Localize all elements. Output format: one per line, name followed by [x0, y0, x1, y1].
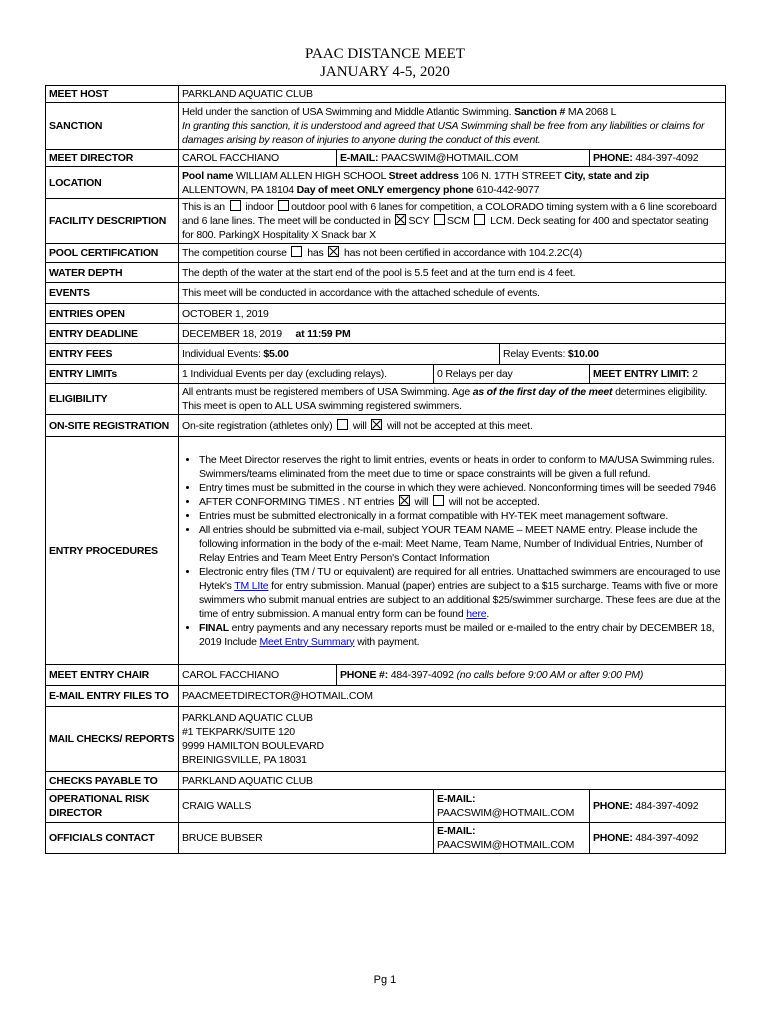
- page-number: Pg 1: [373, 974, 397, 986]
- officials-phone: PHONE: 484-397-4092: [590, 823, 726, 854]
- chair-label: MEET ENTRY CHAIR: [46, 665, 179, 686]
- meet-info-table: [45, 85, 726, 854]
- page-title: PAAC DISTANCE MEET: [305, 46, 465, 62]
- limits-label: ENTRY LIMITs: [46, 365, 179, 384]
- nt-will-not-checkbox[interactable]: [433, 495, 444, 506]
- director-email: E-MAIL: PAACSWIM@HOTMAIL.COM: [337, 150, 590, 167]
- location-label: LOCATION: [46, 167, 179, 199]
- chair-phone: PHONE #: 484-397-4092 (no calls before 9:00 AM or after 9:00 PM): [337, 665, 726, 686]
- list-item: • Electronic entry files (TM / TU or equivalent) are required for all entries. Unattached swimmers are encouraged to use Hytek's TM LIte for entry submission. Manual (paper) entries are subject to a $15 surcharge. Teams with five or more swimmers who submit manual entries are subject to an additional $25/swimmer surcharge. These fees are due at the time of entry submission. A manual entry form can be found here.: [199, 565, 722, 621]
- list-item: • The Meet Director reserves the right to limit entries, events or heats in order to conform to MA/USA Swimming rules. Swimmers/teams eliminated from the meet due to time or space constraints will be given a full refund.: [199, 453, 722, 481]
- manual-form-link[interactable]: here: [466, 607, 487, 620]
- sanction-label: SANCTION: [46, 103, 179, 150]
- cert-value: The competition course has has not been certified in accordance with 104.2.2C(4): [179, 244, 726, 263]
- events-label: EVENTS: [46, 283, 179, 304]
- list-item: • All entries should be submitted via e-mail, subject YOUR TEAM NAME – MEET NAME entry. Please include the following information in the body of the e-mail: Meet Name, Team Name, Number of Individual Entries, Number of Relay Entries and Team Meet Entry Person's Contact Information: [199, 523, 722, 565]
- host-label: MEET HOST: [46, 86, 179, 103]
- lcm-checkbox[interactable]: [474, 214, 485, 225]
- outdoor-checkbox[interactable]: [278, 200, 289, 211]
- payable-value: PARKLAND AQUATIC CLUB: [179, 772, 726, 790]
- fees-relay: Relay Events: $10.00: [500, 344, 726, 365]
- director-name: CAROL FACCHIANO: [179, 150, 337, 167]
- fees-label: ENTRY FEES: [46, 344, 179, 365]
- cert-label: POOL CERTIFICATION: [46, 244, 179, 263]
- eligibility-value: All entrants must be registered members of USA Swimming. Age as of the first day of the meet determines eligibility. This meet is open to ALL USA swimming registered swimmers.: [179, 384, 726, 415]
- risk-phone: PHONE: 484-397-4092: [590, 790, 726, 823]
- entries-open-value: OCTOBER 1, 2019: [179, 304, 726, 324]
- payable-label: CHECKS PAYABLE TO: [46, 772, 179, 790]
- page-subtitle: JANUARY 4-5, 2020: [320, 64, 450, 80]
- deadline-label: ENTRY DEADLINE: [46, 324, 179, 344]
- mail-address: PARKLAND AQUATIC CLUB #1 TEKPARK/SUITE 120 9999 HAMILTON BOULEVARD BREINIGSVILLE, PA 18031: [179, 707, 726, 772]
- chair-name: CAROL FACCHIANO: [179, 665, 337, 686]
- director-phone: PHONE: 484-397-4092: [590, 150, 726, 167]
- risk-email: E-MAIL: PAACSWIM@HOTMAIL.COM: [434, 790, 590, 823]
- facility-label: FACILITY DESCRIPTION: [46, 199, 179, 244]
- risk-label: OPERATIONAL RISK DIRECTOR: [46, 790, 179, 823]
- procedures-value: [179, 437, 726, 665]
- officials-name: BRUCE BUBSER: [179, 823, 434, 854]
- onsite-will-checkbox[interactable]: [337, 419, 348, 430]
- events-value: This meet will be conducted in accordance with the attached schedule of events.: [179, 283, 726, 304]
- eligibility-label: ELIGIBILITY: [46, 384, 179, 415]
- depth-value: The depth of the water at the start end of the pool is 5.5 feet and at the turn end is 4 feet.: [179, 263, 726, 283]
- meet-entry-summary-link[interactable]: Meet Entry Summary: [259, 635, 355, 648]
- director-label: MEET DIRECTOR: [46, 150, 179, 167]
- list-item: • Entry times must be submitted in the course in which they were achieved. Nonconforming times will be seeded 7946: [199, 481, 722, 495]
- not-certified-checkbox[interactable]: [328, 246, 339, 257]
- limits-individual: 1 Individual Events per day (excluding relays).: [179, 365, 434, 384]
- onsite-value: On-site registration (athletes only) will will not be accepted at this meet.: [179, 415, 726, 437]
- onsite-label: ON-SITE REGISTRATION: [46, 415, 179, 437]
- deadline-value: DECEMBER 18, 2019 at 11:59 PM: [179, 324, 726, 344]
- nt-will-checkbox[interactable]: [399, 495, 410, 506]
- host-value: PARKLAND AQUATIC CLUB: [179, 86, 726, 103]
- list-item: • AFTER CONFORMING TIMES . NT entries will will not be accepted.: [199, 495, 722, 509]
- mail-label: MAIL CHECKS/ REPORTS: [46, 707, 179, 772]
- entries-open-label: ENTRIES OPEN: [46, 304, 179, 324]
- scy-checkbox[interactable]: [395, 214, 406, 225]
- risk-name: CRAIG WALLS: [179, 790, 434, 823]
- list-item: • FINAL entry payments and any necessary reports must be mailed or e-mailed to the entry chair by DECEMBER 18, 2019 Include Meet Entry Summary with payment.: [199, 621, 722, 649]
- indoor-checkbox[interactable]: [230, 200, 241, 211]
- officials-label: OFFICIALS CONTACT: [46, 823, 179, 854]
- has-certified-checkbox[interactable]: [291, 246, 302, 257]
- depth-label: WATER DEPTH: [46, 263, 179, 283]
- limits-meet: MEET ENTRY LIMIT: 2: [590, 365, 726, 384]
- scm-checkbox[interactable]: [434, 214, 445, 225]
- onsite-will-not-checkbox[interactable]: [371, 419, 382, 430]
- limits-relay: 0 Relays per day: [434, 365, 590, 384]
- facility-value: This is an indoor outdoor pool with 6 lanes for competition, a COLORADO timing system with a 6 line scoreboard and 6 lane lines. The meet will be conducted in SCY SCM LCM. Deck seating for 400 and spectator seating for 800. ParkingX Hospitality X Snack bar X: [179, 199, 726, 244]
- list-item: • Entries must be submitted electronically in a format compatible with HY-TEK meet management software.: [199, 509, 722, 523]
- tm-lite-link[interactable]: TM LIte: [234, 579, 269, 592]
- procedures-label: ENTRY PROCEDURES: [46, 437, 179, 665]
- email-files-value: PAACMEETDIRECTOR@HOTMAIL.COM: [179, 686, 726, 707]
- sanction-value: Held under the sanction of USA Swimming and Middle Atlantic Swimming. Sanction # MA 2068 L In granting this sanction, it is understood and agreed that USA Swimming shall be free from any liabilities or claims for damages arising by reason of injuries to anyone during the conduct of this event.: [179, 103, 726, 150]
- location-value: Pool name WILLIAM ALLEN HIGH SCHOOL Street address 106 N. 17TH STREET City, state and zip ALLENTOWN, PA 18104 Day of meet ONLY emergency phone 610-442-9077: [179, 167, 726, 199]
- officials-email: E-MAIL: PAACSWIM@HOTMAIL.COM: [434, 823, 590, 854]
- fees-individual: Individual Events: $5.00: [179, 344, 500, 365]
- email-files-label: E-MAIL ENTRY FILES TO: [46, 686, 179, 707]
